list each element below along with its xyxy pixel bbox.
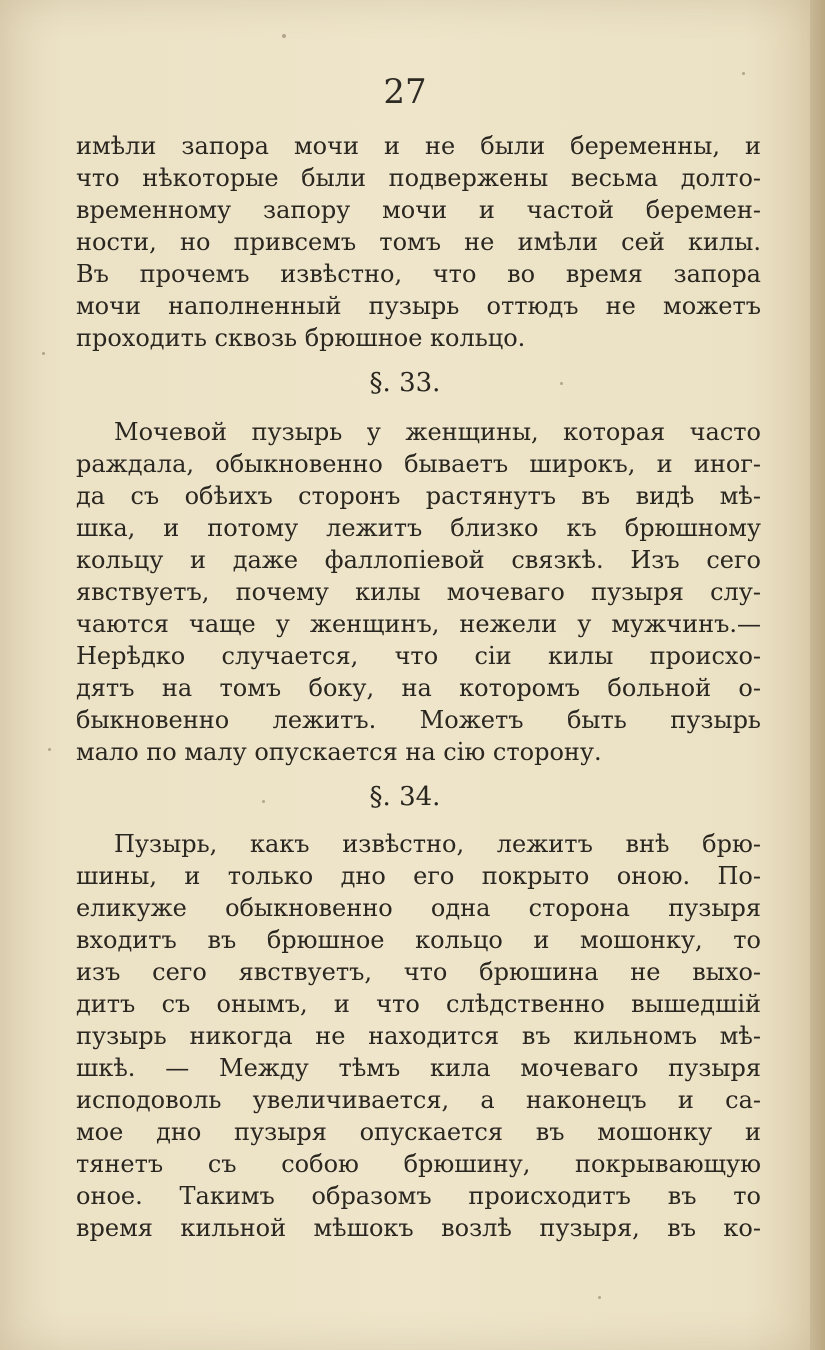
text-line: оное. Такимъ образомъ происходитъ въ то [76,1182,761,1210]
text-line: шины, и только дно его покрыто оною. По- [76,862,761,890]
paper-speck [48,748,51,751]
page-number: 27 [383,72,427,112]
text-line: еликуже обыкновенно одна сторона пузыря [76,894,761,922]
text-line: Мочевой пузырь у женщины, которая часто [114,418,761,446]
text-line: шка, и потому лежитъ близко къ брюшному [76,514,761,542]
text-line: Въ прочемъ извѣстно, что во время запора [76,260,761,288]
paragraph-section-33 [76,416,761,768]
text-line: временному запору мочи и частой беремен- [76,196,761,224]
text-line: имѣли запора мочи и не были беременны, и [76,132,761,160]
text-line: тянетъ съ собою брюшину, покрывающую [76,1150,761,1178]
text-line: кольцу и даже фаллопіевой связкѣ. Изъ сего [76,546,761,574]
text-line: чаются чаще у женщинъ, нежели у мужчинъ.— [76,610,761,638]
text-line: мое дно пузыря опускается въ мошонку и [76,1118,761,1146]
text-line: явствуетъ, почему килы мочеваго пузыря слу- [76,578,761,606]
text-line: пузырь никогда не находится въ кильномъ мѣ- [76,1022,761,1050]
text-line: быкновенно лежитъ. Можетъ быть пузырь [76,706,761,734]
text-line: дятъ на томъ боку, на которомъ больной о- [76,674,761,702]
text-line: мочи наполненный пузырь оттюдъ не можетъ [76,292,761,320]
section-heading-34: §. 34. [369,782,441,812]
text-line: Пузырь, какъ извѣстно, лежитъ внѣ брю- [114,830,761,858]
text-line: ности, но привсемъ томъ не имѣли сей килы. [76,228,761,256]
page-edge [810,0,825,1350]
text-line: дитъ съ онымъ, и что слѣдственно вышедшій [76,990,761,1018]
text-line: мало по малу опускается на сію сторону. [76,738,602,766]
paper-speck [42,352,45,355]
paragraph-continued [76,130,761,354]
section-heading-33: §. 33. [369,368,441,398]
paper-speck [282,34,286,38]
text-line: исподоволь увеличивается, а наконецъ и са- [76,1086,761,1114]
paper-speck [598,1296,601,1299]
text-line: да съ обѣихъ сторонъ растянутъ въ видѣ мѣ- [76,482,761,510]
text-line: что нѣкоторые были подвержены весьма долто- [76,164,761,192]
text-line: шкѣ. — Между тѣмъ кила мочеваго пузыря [76,1054,761,1082]
text-line: проходить сквозь брюшное кольцо. [76,324,526,352]
text-line: Нерѣдко случается, что сіи килы происхо- [76,642,761,670]
text-line: входитъ въ брюшное кольцо и мошонку, то [76,926,761,954]
text-line: раждала, обыкновенно бываетъ широкъ, и иног- [76,450,761,478]
text-line: время кильной мѣшокъ возлѣ пузыря, въ ко- [76,1214,761,1242]
text-line: изъ сего явствуетъ, что брюшина не выхо- [76,958,761,986]
paragraph-section-34 [76,828,761,1244]
